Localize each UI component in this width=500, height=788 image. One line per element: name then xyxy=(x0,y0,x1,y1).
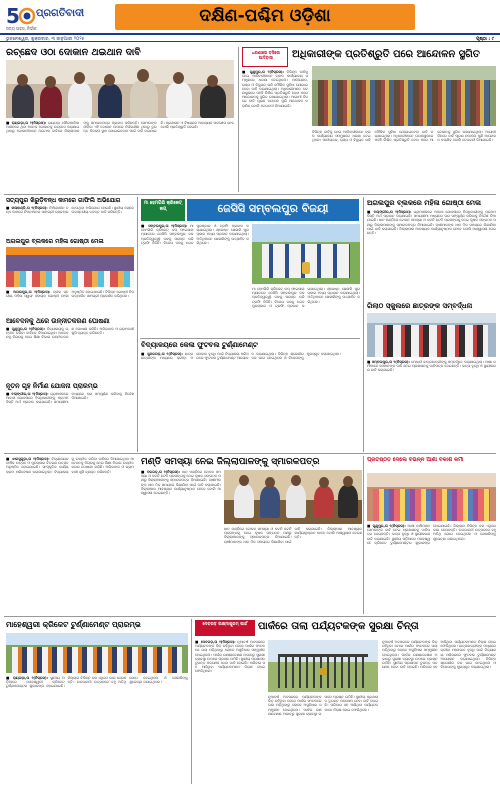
photo-maheshwari-cricket xyxy=(6,633,188,673)
story-protest-cont xyxy=(312,130,496,192)
story-jcc-body: ■ ସମ୍ବଲପୁର,ତା ୨(ନିସ୍ରସ): ମା ହେମଗିରି କ୍ରିକେଟ୍ କପ୍ ଫାଇନାଲ ମ୍ୟାଚରେ ଜେସିସି ସମ୍ବଲପୁର ଦଳ ପ୍ରତିଦ୍ୱନ୍ଦ୍ୱୀ ଦଳକୁ ପରାସ୍ତ କରି ଟ୍ରଫି ଜିତିଛି। ବିଜେତା ଦଳକୁ ନଗଦ ପୁରସ୍କାର ଓ ଟ୍ରଫି ପ୍ରଦାନ କରାଯାଇଥିଲା। ଶ୍ରେଷ୍ଠ ଖେଳାଳି ପୁରସ୍କାର ମଧ୍ୟ ପ୍ରଦାନ କରାଯାଇଥିଲା। ଅତିଥିମାନେ ଖେଳାଳିଙ୍କୁ ଉତ୍ସାହିତ କରିଥିଲେ। xyxy=(141,224,249,245)
park-kicker-text: ଦେବଗଡ଼ ଲକ୍ଷ୍ମୀପୁରମ୍ ପାର୍କ xyxy=(202,621,248,626)
story-protest-body xyxy=(242,70,308,192)
story-mandi-cont: ଧାନ ମଣ୍ଡିରେ ଟୋକନ ସମସ୍ୟା ଓ କଟନି ଛଟନି ପ୍ରସଙ୍ଗକୁ ନେଇ କୃଷକ ସଙ୍ଗଠନ ପକ୍ଷରୁ ଜିଲ୍ଲାପାଳଙ୍କୁ ସ୍ମାରକପତ୍ର ଦିଆଯାଇଛି। ଚାଷୀମାନଙ୍କ ଧାନ ଠିକ ସମୟରେ କିଣାଯିବା ପାଇଁ ଦାବି କରାଯାଇଛି। ଜିଲ୍ଲାପାଳ ଆବଶ୍ୟକ କାର୍ଯ୍ୟାନୁଷ୍ଠାନ ନେବେ ବୋଲି ଆଶ୍ୱାସନା ଦେଇଛନ୍ତି। xyxy=(224,527,362,544)
headline-women-fair: ଅଗଲପୁର ବ୍ଲକରେ ମହିଳା ଗୋଷ୍ଠୀ ମେଳା xyxy=(6,238,104,245)
photo-felicitation xyxy=(367,313,496,357)
headline-park-lock: ପାର୍କରେ ତାଲା ପର୍ଯ୍ୟଟକଙ୍କ ସୁରକ୍ଷା ଚିନ୍ତା xyxy=(258,621,419,632)
section-title: ଦକ୍ଷିଣ-ପଶ୍ଚିମ ଓଡ଼ିଶା xyxy=(199,6,331,26)
story-football: ■ ସୁନ୍ଦରଗଡ଼,ତା ୨(ନିସ୍ରସ): ଛାତ୍ରଛାତ୍ରୀଙ୍କ ମଧ୍ୟରେ କ୍ରୀଡ଼ା ମନୋଭାବ ବୃଦ୍ଧି ପାଇଁ ବିଦ୍ୟାଳୟ ପରିସରରେ ଫୁଟବଲ ଟୁର୍ଣ୍ଣାମେଣ୍ଟ ଆୟୋଜନ କରାଯାଇଥିଲା। ବିଭିନ୍ନ ଶ୍ରେଣୀର ଦଳ ଭାଗ ନେଇଥିଲେ ଓ ବିଜେତାଙ୍କୁ ପୁରସ୍କୃତ କରାଯାଇଥିଲା। xyxy=(141,352,341,361)
story-text-continued: ବିଭିନ୍ନ ଦାବିକୁ ନେଇ ଆଦିବାସୀମାନେ ବ୍ଲକ କାର୍ଯ୍ୟାଳୟ ସମ୍ମୁଖରେ ଧରଣା ଦେଇଥିଲେ। ପାନୀୟଜଳ, ରାସ୍ତା ଓ ବିଦ୍ୟୁତ ଭଳି ମୌଳିକ ସୁବିଧା ଯୋଗାଇଦେବା ଦାବି କରାଯାଇଥିଲା। ଅଧିକାରୀମାନେ ଘଟଣାସ୍ଥଳରେ ପହଞ୍ଚି ଲିଖିତ ପ୍ରତିଶ୍ରୁତି ଦେବା ପରେ ଆନ୍ଦୋଳନକୁ ସ୍ଥଗିତ ରଖାଯାଇଥିଲା। ଆଗାମୀ ଦିନରେ ଦାବି ପୂରଣ ନହେଲେ ପୁଣି ଆନ୍ଦୋଳନ କରାଯିବ ବୋଲି ଚେତାବନୀ ଦିଆଯାଇଛି। xyxy=(312,130,496,143)
story-text: ରାୟଗଡ଼ା ପୌରପାଳିକା ଅଧୀନରେ ଥିବା ଅନେକ ଦୋକାନକୁ ଉଚ୍ଛେଦ କରାଯାଇଥିବାରୁ ଦୋକାନୀମାନେ ଥଇଥାନ ଦାବିରେ ଜିଲ୍ଲାପାଳଙ୍କୁ ସ୍ମାରକପତ୍ର ପ୍ରଦାନ କରିଛନ୍ତି। ସେମାନଙ୍କ ଜୀବିକା ଏହି ଦୋକାନ ଉପରେ ନିର୍ଭରଶୀଳ ଥିବାରୁ ତୁରନ୍ତ ବିକଳ୍ପ ସ୍ଥାନ ଯୋଗାଇଦେବା ପାଇଁ ଦାବି କରାଯାଇଛି। ପ୍ରଶାସନ ଏ ବିଷୟରେ ଆବଶ୍ୟକ ପଦକ୍ଷେପ ନେବ ବୋଲି ପ୍ରତିଶ୍ରୁତି ଦେଇଛି। xyxy=(6,121,234,134)
park-kicker xyxy=(195,620,255,636)
cricket-banner-text: ମା ହେମଗିରି କ୍ରିକେଟ୍ କପ୍ xyxy=(143,201,183,212)
masthead xyxy=(0,0,500,44)
cricket-banner xyxy=(141,199,185,221)
story-women-fair: ■ ଅଗଲପୁର,ତା ୨(ନିସ୍ରସ): ବ୍ଲକ ସ୍ତରୀୟ ମହିଳା ସ୍ୱୟଂ ସହାୟକ ଗୋଷ୍ଠୀ ମେଳା ଅନୁଷ୍ଠିତ ହୋଇଯାଇଛି। ବିଭିନ୍ନ ଗୋଷ୍ଠୀ ନିଜ ଉତ୍ପାଦିତ ସାମଗ୍ରୀ ପ୍ରଦର୍ଶନ କରିଥିଲେ। xyxy=(6,290,134,299)
story-park-body: ■ ଦେବଗଡ଼,ତା ୨(ନିସ୍ରସ): ନୂଆବର୍ଷ ଅବସରରେ ପର୍ଯ୍ୟଟକଙ୍କ ଭିଡ଼ ରହିଥିବା ବେଳେ ପାର୍କର ଫାଟକରେ ତାଲା ପଡ଼ିଥିବାରୁ ଲୋକେ ଅସୁବିଧାର ସମ୍ମୁଖୀନ ହୋଇଥିଲେ। ପାର୍କର ରକ୍ଷଣାବେକ୍ଷଣ ଅଭାବରୁ ସୁରକ୍ଷା ବ୍ୟବସ୍ଥା ଉପରେ ପ୍ରଶ୍ନ ଉଠିଛି। ସ୍ଥାନୀୟ ପ୍ରଶାସନ ତୁରନ୍ତ ପଦକ୍ଷେପ ନେବା ଦାବି ହୋଇଛି। ପରିବାର ସହ ଆସିଥିବା ପର୍ଯ୍ୟଟକମାନେ ନିରାଶ ହୋଇ ଫେରିଥିଲେ। xyxy=(195,640,265,674)
headline-asha-workers: ପ୍ରତିଷ୍ଠିତ ଦେଲେ ବିଭିନ୍ନ ଆଶା ବିକାଶ କର୍ମୀ xyxy=(367,457,464,463)
headline-school-upgrade: ଆବେଦନକୁ ଥରେ ଉନ୍ନୀତକରଣ ଘୋଷଣା xyxy=(6,317,110,325)
logo xyxy=(6,4,90,26)
story-park-right: ନୂଆବର୍ଷ ଅବସରରେ ପର୍ଯ୍ୟଟକଙ୍କ ଭିଡ଼ ରହିଥିବା ବେଳେ ପାର୍କର ଫାଟକରେ ତାଲା ପଡ଼ିଥିବାରୁ ଲୋକେ ଅସୁବିଧାର ସମ୍ମୁଖୀନ ହୋଇଥିଲେ। ପାର୍କର ରକ୍ଷଣାବେକ୍ଷଣ ଅଭାବରୁ ସୁରକ୍ଷା ବ୍ୟବସ୍ଥା ଉପରେ ପ୍ରଶ୍ନ ଉଠିଛି। ସ୍ଥାନୀୟ ପ୍ରଶାସନ ତୁରନ୍ତ ପଦକ୍ଷେପ ନେବା ଦାବି ହୋଇଛି। ପରିବାର ସହ ଆସିଥିବା ପର୍ଯ୍ୟଟକମାନେ ନିରାଶ ହୋଇ ଫେରିଥିଲେ। ଛାତ୍ରଛାତ୍ରୀଙ୍କ ମଧ୍ୟରେ କ୍ରୀଡ଼ା ମନୋଭାବ ବୃଦ୍ଧି ପାଇଁ ବିଦ୍ୟାଳୟ ପରିସରରେ ଫୁଟବଲ ଟୁର୍ଣ୍ଣାମେଣ୍ଟ ଆୟୋଜନ କରାଯାଇଥିଲା। ବିଭିନ୍ନ ଶ୍ରେଣୀର ଦଳ ଭାଗ ନେଇଥିଲେ ଓ ବିଜେତାଙ୍କୁ ପୁରସ୍କୃତ କରାଯାଇଥିଲା। xyxy=(382,640,496,670)
lock-icon xyxy=(320,668,327,675)
story-right-middle: ■ ବଲାଙ୍ଗୀର,ତା ୨(ନିସ୍ରସ): ଗ୍ରାମାଞ୍ଚଳରେ ଆବାସ ଯୋଜନାରେ ହିତାଧିକାରୀଙ୍କୁ ପ୍ରଥମ କିସ୍ତି ଅର୍ଥ ପ୍ରଦାନ କରାଯାଇଛି। ସମୟସୀମା ମଧ୍ୟରେ ଘର ସମ୍ପୂର୍ଣ୍ଣ କରିବାକୁ ନିର୍ଦ୍ଦେଶ ଦିଆଯାଇଛି। ଧାନ ମଣ୍ଡିରେ ଟୋକନ ସମସ୍ୟା ଓ କଟନି ଛଟନି ପ୍ରସଙ୍ଗକୁ ନେଇ କୃଷକ ସଙ୍ଗଠନ ପକ୍ଷରୁ ଜିଲ୍ଲାପାଳଙ୍କୁ ସ୍ମାରକପତ୍ର ଦିଆଯାଇଛି। ଚାଷୀମାନଙ୍କ ଧାନ ଠିକ ସମୟରେ କିଣାଯିବା ପାଇଁ ଦାବି କରାଯାଇଛି। ଜିଲ୍ଲାପାଳ ଆବଶ୍ୟକ କାର୍ଯ୍ୟାନୁଷ୍ଠାନ ନେବେ ବୋଲି ଆଶ୍ୱାସନା ଦେଇଛନ୍ତି। xyxy=(367,210,496,236)
story-dam-work: ■ କଳାହାଣ୍ଡି,ତା ୨(ନିସ୍ରସ): ନିର୍ମାଣାଧୀନ ବନ୍ଧ କାମରେ ନିମ୍ନମାନର ସାମଗ୍ରୀ ବ୍ୟବହାର ହେଉଥିବା ଅଭିଯୋଗ ହୋଇଛି। ସ୍ଥାନୀୟ ଲୋକେ ଉଚ୍ଚସ୍ତରୀୟ ତଦନ୍ତ ଦାବି କରିଛନ୍ତି। xyxy=(6,206,134,215)
story-lower-left: ■ ଝାରସୁଗୁଡ଼ା,ତା ୨(ନିସ୍ରସ): ବିଦ୍ୟାଳୟର ବାର୍ଷିକ ଉତ୍ସବ ଓ ପୁରସ୍କାର ବିତରଣ ଉତ୍ସବ ଅନୁଷ୍ଠିତ ହୋଇଯାଇଛି। ସାଂସ୍କୃତିକ କାର୍ଯ୍ୟକ୍ରମ ପରିବେଷଣ କରାଯାଇଥିଲା। ବିଦ୍ୟାଳୟକୁ ଉନ୍ନୀତ କରିବା ଦାବିରେ ଦିଆଯାଇଥିବା ଆବେଦନକୁ ବିଚାରକୁ ନେଇ ଶିକ୍ଷା ବିଭାଗ ଉନ୍ନୀତକରଣ ଘୋଷଣା କରିଛି। ଅଭିଭାବକ ଓ ଗ୍ରାମବାସୀ ଖୁସି ବ୍ୟକ୍ତ କରିଛନ୍ତି। xyxy=(6,457,134,474)
kicker-box xyxy=(242,47,288,67)
story-shop-eviction-body xyxy=(6,121,234,187)
story-school-upgrade: ■ ଗୁଣୁପୁର,ତା ୨(ନିସ୍ରସ): ବିଦ୍ୟାଳୟକୁ ଉନ୍ନୀତ କରିବା ଦାବିରେ ଦିଆଯାଇଥିବା ଆବେଦନକୁ ବିଚାରକୁ ନେଇ ଶିକ୍ଷା ବିଭାଗ ଉନ୍ନୀତକରଣ ଘୋଷଣା କରିଛି। ଅଭିଭାବକ ଓ ଗ୍ରାମବାସୀ ଖୁସି ବ୍ୟକ୍ତ କରିଛନ୍ତି। xyxy=(6,327,134,340)
headline-football-tournament: ବିଦ୍ୟାଳୟରେ କେଳା ଫୁଟବଲ ଟୁର୍ଣ୍ଣାମେଣ୍ଟ xyxy=(141,341,258,349)
photo-park-gate xyxy=(268,640,378,692)
issue-date: ଭୁବନେଶ୍ୱର, ଶୁକ୍ରବାର, ୩ ଜାନୁଆରୀ ୨୦୨୫ xyxy=(6,37,85,42)
story-mandi-body: ■ ବରଗଡ଼,ତା ୨(ନିସ୍ରସ): ଧାନ ମଣ୍ଡିରେ ଟୋକନ ସମସ୍ୟା ଓ କଟନି ଛଟନି ପ୍ରସଙ୍ଗକୁ ନେଇ କୃଷକ ସଙ୍ଗଠନ ପକ୍ଷରୁ ଜିଲ୍ଲାପାଳଙ୍କୁ ସ୍ମାରକପତ୍ର ଦିଆଯାଇଛି। ଚାଷୀମାନଙ୍କ ଧାନ ଠିକ ସମୟରେ କିଣାଯିବା ପାଇଁ ଦାବି କରାଯାଇଛି। ଜିଲ୍ଲାପାଳ ଆବଶ୍ୟକ କାର୍ଯ୍ୟାନୁଷ୍ଠାନ ନେବେ ବୋଲି ଆଶ୍ୱାସନା ଦେଇଛନ୍ତି। xyxy=(141,470,221,496)
kicker-text: ଧରଣାରେ ବସିଲେ ଆଦିବାସୀ xyxy=(251,50,281,60)
story-felicitation: ■ ସମ୍ବଲପୁର,ତା ୨(ନିସ୍ରସ): ମେଧାବୀ ଛାତ୍ରଛାତ୍ରୀଙ୍କୁ ସମ୍ବର୍ଦ୍ଧିତ କରାଯାଇଥିଲା। ଆଶା କର୍ମୀମାନେ ସେମାନଙ୍କ ଦାବି ନେଇ ପ୍ରଶାସନକୁ ଦାବିପତ୍ର ଦେଇଛନ୍ତି। ଭତ୍ତା ବୃଦ୍ଧି ଓ ସ୍ଥାୟୀକରଣ ଦାବି କରାଯାଇଛି। xyxy=(367,360,496,373)
story-asha-body: ■ ଗୁଣୁପୁର,ତା ୨(ନିସ୍ରସ): ଆଶା କର୍ମୀମାନେ ସେମାନଙ୍କ ଦାବି ନେଇ ପ୍ରଶାସନକୁ ଦାବିପତ୍ର ଦେଇଛନ୍ତି। ଭତ୍ତା ବୃଦ୍ଧି ଓ ସ୍ଥାୟୀକରଣ ଦାବି କରାଯାଇଛି। ସ୍ଥାନୀୟ ପଡ଼ିଆରେ ମାହେଶ୍ୱରୀ କ୍ରିକେଟ ଟୁର୍ଣ୍ଣାମେଣ୍ଟର ଶୁଭାରମ୍ଭ ହୋଇଯାଇଛି। ଜିଲ୍ଲାର ବିଭିନ୍ନ ଦଳ ଏଥିରେ ଭାଗ ନେଉଛନ୍ତି। ଉଦଘାଟନୀ ଉତ୍ସବରେ ବହୁ ଅତିଥି ଯୋଗ ଦେଇଥିଲେ ଓ ଖେଳାଳିଙ୍କୁ ଶୁଭେଚ୍ଛା ଜଣାଇଥିଲେ। xyxy=(367,524,496,545)
photo-women-fair xyxy=(6,247,134,287)
trophy-icon xyxy=(302,262,310,274)
story-maheshwari-body: ■ ରାୟଗଡ଼ା,ତା ୨(ନିସ୍ରସ): ସ୍ଥାନୀୟ ପଡ଼ିଆରେ ମାହେଶ୍ୱରୀ କ୍ରିକେଟ ଟୁର୍ଣ୍ଣାମେଣ୍ଟର ଶୁଭାରମ୍ଭ ହୋଇଯାଇଛି। ଜିଲ୍ଲାର ବିଭିନ୍ନ ଦଳ ଏଥିରେ ଭାଗ ନେଉଛନ୍ତି। ଉଦଘାଟନୀ ଉତ୍ସବରେ ବହୁ ଅତିଥି ଯୋଗ ଦେଇଥିଲେ ଓ ଖେଳାଳିଙ୍କୁ ଶୁଭେଚ୍ଛା ଜଣାଇଥିଲେ। xyxy=(6,676,188,689)
cricket-headline-box xyxy=(187,199,359,221)
headline-shop-eviction: ରଚ୍ଛେଦ ଓଠା ଦୋକାନ ଥଇଥାନ ଦାବି xyxy=(6,47,141,58)
headline-maheshwari-cricket: ମାହେଶ୍ୱରୀ କ୍ରିକେଟ ଟୁର୍ଣ୍ଣାମେଣ୍ଟ ପ୍ରାରମ୍ଭ xyxy=(6,620,141,629)
dateline-bar xyxy=(0,33,500,42)
section-banner xyxy=(115,4,415,30)
story-text: ବିଭିନ୍ନ ଦାବିକୁ ନେଇ ଆଦିବାସୀମାନେ ବ୍ଲକ କାର୍ଯ୍ୟାଳୟ ସମ୍ମୁଖରେ ଧରଣା ଦେଇଥିଲେ। ପାନୀୟଜଳ, ରାସ୍ତା ଓ ବିଦ୍ୟୁତ ଭଳି ମୌଳିକ ସୁବିଧା ଯୋଗାଇଦେବା ଦାବି କରାଯାଇଥିଲା। ଅଧିକାରୀମାନେ ଘଟଣାସ୍ଥଳରେ ପହଞ୍ଚି ଲିଖିତ ପ୍ରତିଶ୍ରୁତି ଦେବା ପରେ ଆନ୍ଦୋଳନକୁ ସ୍ଥଗିତ ରଖାଯାଇଥିଲା। ଆଗାମୀ ଦିନରେ ଦାବି ପୂରଣ ନହେଲେ ପୁଣି ଆନ୍ଦୋଳନ କରାଯିବ ବୋଲି ଚେତାବନୀ ଦିଆଯାଇଛି। xyxy=(242,70,308,108)
dateline: ■ ରାୟଗଡ଼ା,ତା ୨(ନିସ୍ରସ): xyxy=(6,121,47,125)
headline-women-group-fair: ଅଗଲପୁର ବ୍ଲକରେ ମହିଳା ଗୋଷ୍ଠୀ ମେଳା xyxy=(367,199,481,207)
headline-dam-work: ସତ୍ୟପୁର ଖିରୁଡ଼ିବନ୍ଧ କାମରେ ଗାଫିଲି ଅଭିଯୋଗ xyxy=(6,197,121,204)
headline-student-felicitation: ଗିଲାଠ ସ୍କୁଲରେ ଛାତ୍ରଙ୍କ ସମ୍ବର୍ଦ୍ଧନା xyxy=(367,302,473,310)
photo-shop-eviction xyxy=(6,60,234,118)
story-housing-scheme: ■ ବଲାଙ୍ଗୀର,ତା ୨(ନିସ୍ରସ): ଗ୍ରାମାଞ୍ଚଳରେ ଆବାସ ଯୋଜନାରେ ହିତାଧିକାରୀଙ୍କୁ ପ୍ରଥମ କିସ୍ତି ଅର୍ଥ ପ୍ରଦାନ କରାଯାଇଛି। ସମୟସୀମା ମଧ୍ୟରେ ଘର ସମ୍ପୂର୍ଣ୍ଣ କରିବାକୁ ନିର୍ଦ୍ଦେଶ ଦିଆଯାଇଛି। xyxy=(6,392,134,405)
headline-protest-suspended: ଅଧିକାରୀଙ୍କ ପ୍ରତିଶ୍ରୁତି ପରେ ଆନ୍ଦୋଳନ ସ୍ଥଗିତ xyxy=(292,49,480,60)
tagline: ସତ୍ୟ ସାହସ, ନିର୍ଭୀକ xyxy=(6,26,37,31)
photo-memorandum xyxy=(224,470,362,524)
story-jcc-cont: ମା ହେମଗିରି କ୍ରିକେଟ୍ କପ୍ ଫାଇନାଲ ମ୍ୟାଚରେ ଜେସିସି ସମ୍ବଲପୁର ଦଳ ପ୍ରତିଦ୍ୱନ୍ଦ୍ୱୀ ଦଳକୁ ପରାସ୍ତ କରି ଟ୍ରଫି ଜିତିଛି। ବିଜେତା ଦଳକୁ ନଗଦ ପୁରସ୍କାର ଓ ଟ୍ରଫି ପ୍ରଦାନ କରାଯାଇଥିଲା। ଶ୍ରେଷ୍ଠ ଖେଳାଳି ପୁରସ୍କାର ମଧ୍ୟ ପ୍ରଦାନ କରାଯାଇଥିଲା। ଅତିଥିମାନେ ଖେଳାଳିଙ୍କୁ ଉତ୍ସାହିତ କରିଥିଲେ। xyxy=(252,287,360,308)
svg-text:5: 5 xyxy=(6,4,20,26)
photo-protest-crowd xyxy=(312,66,496,126)
brand-name: ପ୍ରଗତିବାଦୀ xyxy=(36,8,85,19)
headline-housing-scheme: ନୂତନ ଗୃହ ନିର୍ମାଣ ଯୋଜନା ପ୍ରାରମ୍ଭ xyxy=(6,382,98,390)
story-park-cont: ନୂଆବର୍ଷ ଅବସରରେ ପର୍ଯ୍ୟଟକଙ୍କ ଭିଡ଼ ରହିଥିବା ବେଳେ ପାର୍କର ଫାଟକରେ ତାଲା ପଡ଼ିଥିବାରୁ ଲୋକେ ଅସୁବିଧାର ସମ୍ମୁଖୀନ ହୋଇଥିଲେ। ପାର୍କର ରକ୍ଷଣାବେକ୍ଷଣ ଅଭାବରୁ ସୁରକ୍ଷା ବ୍ୟବସ୍ଥା ଉପରେ ପ୍ରଶ୍ନ ଉଠିଛି। ସ୍ଥାନୀୟ ପ୍ରଶାସନ ତୁରନ୍ତ ପଦକ୍ଷେପ ନେବା ଦାବି ହୋଇଛି। ପରିବାର ସହ ଆସିଥିବା ପର୍ଯ୍ୟଟକମାନେ ନିରାଶ ହୋଇ ଫେରିଥିଲେ। xyxy=(268,695,378,716)
headline-mandi-memorandum: ମଣ୍ଡି ସମସ୍ୟା ନେଇ ଜିଲ୍ଲାପାଳଙ୍କୁ ସ୍ମାରକପତ୍ର xyxy=(141,457,320,467)
page-number: ପୃଷ୍ଠା : ୯ xyxy=(476,37,494,42)
photo-asha-workers xyxy=(367,473,496,521)
headline-jcc-wins: ଜେସିସି ସମ୍ବଲପୁର ବିଜୟୀ xyxy=(217,202,329,215)
dateline: ■ ଗୁଣୁପୁର,ତା ୨(ନିସ୍ରସ): xyxy=(242,70,284,74)
photo-cricket-team xyxy=(252,224,360,284)
